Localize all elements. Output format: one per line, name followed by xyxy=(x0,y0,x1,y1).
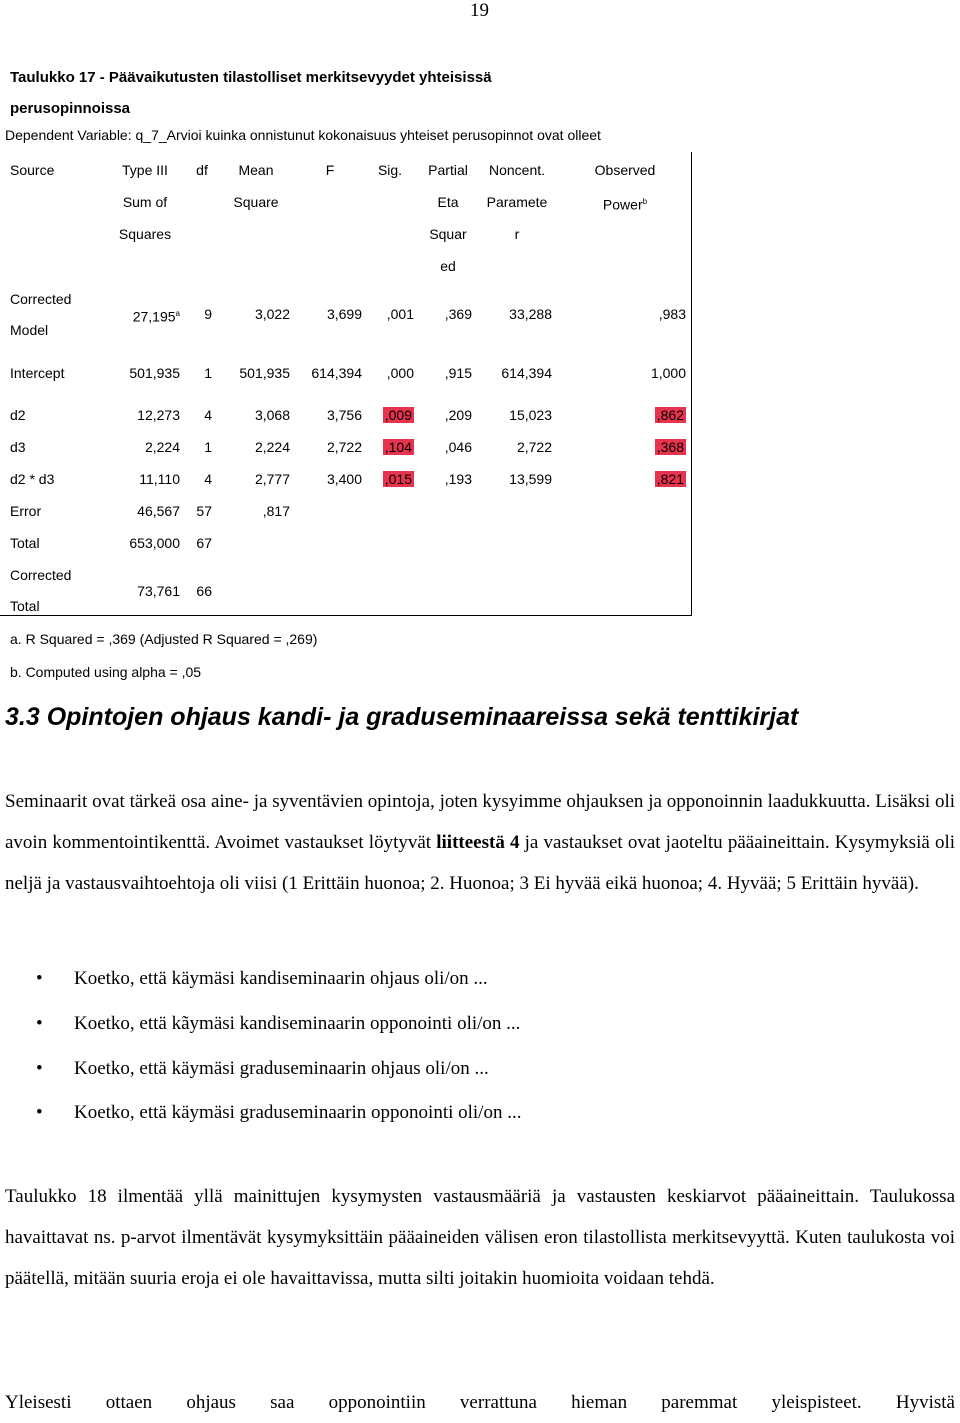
bullet-symbol: • xyxy=(36,968,43,989)
cell-power: ,983 xyxy=(658,306,686,322)
cell-sig: ,000 xyxy=(386,365,414,381)
paragraph-1-text: Seminaarit ovat tärkeä osa aine- ja syventävien opintoja, joten kysyimme ohjauksen ja opponoinnin laadukkuutta. Lisäksi oli avoin kommentointikenttä. Avoimet vastaukset löytyvät xyxy=(5,791,955,853)
header-noncent-line-2: Paramete xyxy=(486,194,548,210)
header-ms-line-2: Square xyxy=(233,194,279,210)
list-item-text: Koetko, että käymäsi graduseminaarin opponointi oli/on ... xyxy=(74,1102,522,1123)
cell-power xyxy=(552,439,686,455)
header-power-line-2 xyxy=(560,194,690,213)
table-title-line-2: perusopinnoissa xyxy=(10,100,131,117)
cell-df: 4 xyxy=(204,407,212,423)
cell-f: 2,722 xyxy=(326,439,362,455)
header-eta-line-1: Partial xyxy=(428,162,468,178)
list-item xyxy=(36,1013,520,1035)
header-eta-line-4: ed xyxy=(440,258,456,274)
cell-power: 1,000 xyxy=(650,365,686,381)
header-df: df xyxy=(196,162,208,178)
cell-power xyxy=(552,407,686,423)
cell-sig xyxy=(362,471,414,487)
header-ss-line-2: Sum of xyxy=(122,194,168,210)
cell-eta: ,193 xyxy=(444,471,472,487)
header-sig: Sig. xyxy=(377,162,403,178)
bullet-symbol: • xyxy=(36,1013,43,1034)
row-source: Error xyxy=(10,503,42,519)
cell-ms: 3,068 xyxy=(254,407,290,423)
cell-df: 1 xyxy=(204,439,212,455)
cell-ss-value: 27,195 xyxy=(132,308,176,325)
cell-power xyxy=(552,471,686,487)
row-source-line-1: Corrected xyxy=(10,567,72,583)
cell-ss: 12,273 xyxy=(137,407,180,423)
list-item-text: Koetko, että käymäsi kandiseminaarin ohjaus oli/on ... xyxy=(74,968,488,989)
dependent-variable: Dependent Variable: q_7_Arvioi kuinka onnistunut kokonaisuus yhteiset perusopinnot ovat olleet xyxy=(5,127,601,143)
cell-ss-sup: a xyxy=(175,309,180,318)
cell-noncent: 13,599 xyxy=(509,471,552,487)
cell-df: 4 xyxy=(204,471,212,487)
header-power-text: Power xyxy=(602,196,643,213)
header-ss-line-1: Type III xyxy=(122,162,168,178)
header-ms-line-1: Mean xyxy=(238,162,274,178)
cell-sig xyxy=(362,407,414,423)
page-number: 19 xyxy=(470,0,489,21)
header-eta-line-3: Squar xyxy=(429,226,467,242)
cell-f: 3,756 xyxy=(326,407,362,423)
cell-eta: ,209 xyxy=(444,407,472,423)
list-item xyxy=(36,1058,489,1080)
cell-ss: 46,567 xyxy=(137,503,180,519)
section-heading: 3.3 Opintojen ohjaus kandi- ja graduseminaareissa sekä tenttikirjat xyxy=(5,703,799,731)
sig-highlight: ,015 xyxy=(384,471,412,487)
power-highlight: ,821 xyxy=(656,471,684,487)
power-highlight: ,862 xyxy=(656,407,684,423)
table-title xyxy=(10,62,492,124)
cell-eta: ,369 xyxy=(444,306,472,322)
list-item xyxy=(36,1102,521,1124)
cell-ms: 2,224 xyxy=(254,439,290,455)
cell-df: 67 xyxy=(196,535,212,551)
cell-ss: 653,000 xyxy=(129,535,180,551)
cell-ms: 3,022 xyxy=(254,306,290,322)
list-item-text: Koetko, että käymäsi graduseminaarin ohjaus oli/on ... xyxy=(74,1058,489,1079)
cell-f: 3,699 xyxy=(326,306,362,322)
row-source-line-2: Model xyxy=(10,322,49,338)
cell-ss xyxy=(100,306,180,325)
table-title-line-1: Taulukko 17 - Päävaikutusten tilastolliset merkitsevyydet yhteisissä xyxy=(10,69,492,86)
header-power-sup: b xyxy=(642,197,648,206)
cell-df: 1 xyxy=(204,365,212,381)
row-source: Intercept xyxy=(10,365,65,381)
header-eta-line-2: Eta xyxy=(437,194,459,210)
list-item xyxy=(36,968,488,990)
cell-ms: 2,777 xyxy=(254,471,290,487)
appendix-reference: liitteestä 4 xyxy=(436,832,520,853)
cell-f: 614,394 xyxy=(311,365,362,381)
sig-highlight: ,104 xyxy=(384,439,412,455)
cell-ss: 11,110 xyxy=(139,471,180,487)
cell-noncent: 2,722 xyxy=(516,439,552,455)
cell-ss: 73,761 xyxy=(137,583,180,599)
header-power-line-1: Observed xyxy=(594,162,656,178)
cell-noncent: 614,394 xyxy=(501,365,552,381)
header-noncent-line-3: r xyxy=(514,226,520,242)
table-note-a: a. R Squared = ,369 (Adjusted R Squared = ,269) xyxy=(10,631,318,647)
cell-df: 57 xyxy=(196,503,212,519)
header-noncent-line-1: Noncent. xyxy=(488,162,546,178)
bullet-symbol: • xyxy=(36,1102,43,1123)
bullet-symbol: • xyxy=(36,1058,43,1079)
header-ss-line-3: Squares xyxy=(118,226,172,242)
cell-ss: 2,224 xyxy=(144,439,180,455)
row-source-line-2: Total xyxy=(10,598,40,614)
paragraph-3: Yleisesti ottaen ohjaus saa opponointiin verrattuna hieman paremmat yleispisteet. Hyvistä xyxy=(5,1392,955,1413)
cell-df: 66 xyxy=(196,583,212,599)
cell-ms: ,817 xyxy=(262,503,290,519)
row-source: d2 xyxy=(10,407,26,423)
sig-highlight: ,009 xyxy=(384,407,412,423)
header-source: Source xyxy=(10,162,55,178)
cell-ms: 501,935 xyxy=(239,365,290,381)
row-source: d2 * d3 xyxy=(10,471,55,487)
statistics-table xyxy=(0,152,692,616)
list-item-text: Koetko, että kãymäsi kandiseminaarin opponointi oli/on ... xyxy=(74,1013,521,1034)
header-f: F xyxy=(325,162,335,178)
cell-noncent: 15,023 xyxy=(509,407,552,423)
cell-sig: ,001 xyxy=(386,306,414,322)
table-note-b: b. Computed using alpha = ,05 xyxy=(10,664,202,680)
row-source: Total xyxy=(10,535,40,551)
cell-eta: ,915 xyxy=(444,365,472,381)
paragraph-1 xyxy=(5,781,955,904)
paragraph-2: Taulukko 18 ilmentää yllä mainittujen kysymysten vastausmääriä ja vastausten keskiarvot pääaineittain. Taulukossa havaittavat ns. p-arvot ilmentävät kysymyksittäin pääaineiden välisen eron tilastollista merkitsevyyttä. Kuten taulukosta voi päätellä, mitään suuria eroja ei ole havaittavissa, mutta silti joitakin huomioita voidaan tehdä. xyxy=(5,1186,955,1289)
cell-f: 3,400 xyxy=(326,471,362,487)
row-source: d3 xyxy=(10,439,26,455)
cell-df: 9 xyxy=(204,306,212,322)
cell-eta: ,046 xyxy=(444,439,472,455)
cell-sig xyxy=(362,439,414,455)
paragraph-1-text-end: ja vastaukset ovat jaoteltu pääaineittain. Kysymyksiä oli neljä ja vastausvaihtoehtoja oli viisi (1 Erittäin huonoa; 2. Huonoa; 3 Ei hyvää eikä huonoa; 4. Hyvää; 5 Erittäin hyvää). xyxy=(5,832,956,894)
cell-ss: 501,935 xyxy=(129,365,180,381)
cell-noncent: 33,288 xyxy=(509,306,552,322)
row-source-line-1: Corrected xyxy=(10,291,72,307)
power-highlight: ,368 xyxy=(656,439,684,455)
